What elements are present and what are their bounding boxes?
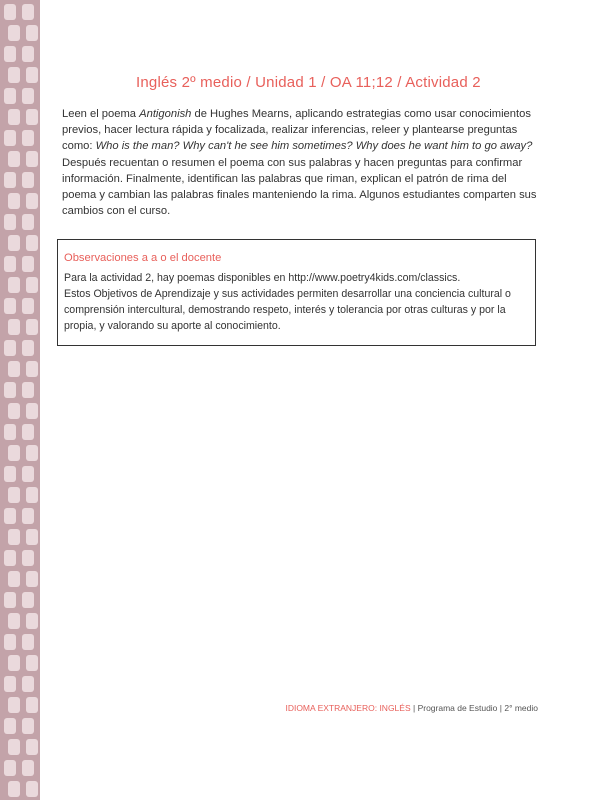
strip-cell	[4, 508, 16, 524]
strip-cell	[4, 550, 16, 566]
strip-cell	[26, 403, 38, 419]
strip-cell	[22, 592, 34, 608]
strip-cell	[8, 277, 20, 293]
strip-cell	[8, 445, 20, 461]
strip-cell	[22, 760, 34, 776]
poem-title: Antigonish	[139, 108, 192, 120]
strip-cell	[8, 25, 20, 41]
strip-cell	[26, 235, 38, 251]
guiding-questions: Who is the man? Why can't he see him sometimes? Why does he want him to go away?	[95, 140, 533, 153]
strip-cell	[26, 697, 38, 713]
strip-cell	[22, 130, 34, 146]
strip-cell	[4, 592, 16, 608]
observations-line-2: Estos Objetivos de Aprendizaje y sus actividades permiten desarrollar una conciencia cultural o comprensión intercultural, demostrando respeto, interés y tolerancia por otras culturas y por la propia, y valorando su aporte al conocimiento.	[64, 288, 511, 332]
strip-cell	[26, 319, 38, 335]
strip-cell	[4, 214, 16, 230]
strip-cell	[26, 361, 38, 377]
strip-cell	[8, 739, 20, 755]
strip-cell	[26, 781, 38, 797]
strip-cell	[4, 172, 16, 188]
footer-separator: |	[497, 703, 505, 713]
strip-cell	[4, 256, 16, 272]
strip-cell	[26, 67, 38, 83]
intro-text-3: Después recuentan o resumen el poema con sus palabras y hacen preguntas para confirmar información. Finalmente, identifican las palabras que riman, explican el patrón de rima del poema y cambian las palabras finales manteniendo la rima. Algunos estudiantes comparten sus cambios con el curso.	[62, 156, 537, 218]
strip-cell	[8, 109, 20, 125]
strip-cell	[8, 781, 20, 797]
page-footer	[285, 703, 538, 713]
strip-cell	[4, 424, 16, 440]
strip-cell	[8, 361, 20, 377]
strip-cell	[26, 193, 38, 209]
strip-cell	[22, 676, 34, 692]
strip-cell	[8, 151, 20, 167]
strip-cell	[22, 298, 34, 314]
strip-cell	[26, 529, 38, 545]
strip-cell	[4, 46, 16, 62]
strip-cell	[22, 508, 34, 524]
strip-cell	[26, 277, 38, 293]
strip-cell	[22, 214, 34, 230]
strip-cell	[26, 25, 38, 41]
strip-cell	[4, 760, 16, 776]
strip-cell	[22, 634, 34, 650]
strip-cell	[8, 697, 20, 713]
strip-cell	[8, 193, 20, 209]
strip-cell	[4, 4, 16, 20]
footer-grade: 2° medio	[504, 703, 538, 713]
page-title: Inglés 2º medio / Unidad 1 / OA 11;12 / Actividad 2	[136, 74, 481, 91]
strip-cell	[22, 424, 34, 440]
strip-cell	[8, 319, 20, 335]
strip-cell	[26, 151, 38, 167]
strip-cell	[22, 550, 34, 566]
strip-cell	[22, 718, 34, 734]
strip-cell	[4, 340, 16, 356]
strip-cell	[8, 67, 20, 83]
strip-cell	[22, 340, 34, 356]
strip-cell	[8, 655, 20, 671]
footer-subject: IDIOMA EXTRANJERO: INGLÉS	[285, 703, 411, 713]
observations-line-1: Para la actividad 2, hay poemas disponibles en http://www.poetry4kids.com/classics.	[64, 272, 461, 284]
strip-cell	[8, 235, 20, 251]
strip-cell	[26, 109, 38, 125]
strip-cell	[8, 403, 20, 419]
strip-cell	[22, 4, 34, 20]
strip-cell	[4, 676, 16, 692]
intro-text-1: Leen el poema	[62, 108, 140, 120]
strip-cell	[8, 613, 20, 629]
strip-cell	[26, 655, 38, 671]
strip-cell	[4, 298, 16, 314]
strip-cell	[26, 445, 38, 461]
strip-cell	[8, 487, 20, 503]
strip-cell	[4, 466, 16, 482]
strip-cell	[22, 172, 34, 188]
strip-cell	[4, 634, 16, 650]
strip-cell	[26, 739, 38, 755]
footer-program: Programa de Estudio	[417, 703, 498, 713]
strip-cell	[4, 130, 16, 146]
activity-description	[62, 106, 538, 219]
decorative-side-strip	[0, 0, 40, 800]
intro-text-2: de Hughes Mearns, aplicando estrategias como usar conocimientos previos, hacer lectura rápida y focalizada, realizar inferencias, releer y plantearse preguntas como:	[62, 108, 531, 153]
strip-cell	[22, 256, 34, 272]
footer-separator: |	[410, 703, 418, 713]
strip-cell	[22, 46, 34, 62]
strip-cell	[4, 382, 16, 398]
observations-title: Observaciones a a o el docente	[64, 252, 222, 264]
strip-cell	[22, 466, 34, 482]
strip-cell	[26, 487, 38, 503]
teacher-observations-box	[57, 239, 536, 346]
strip-cell	[26, 613, 38, 629]
strip-cell	[4, 718, 16, 734]
strip-cell	[8, 571, 20, 587]
strip-cell	[22, 88, 34, 104]
strip-cell	[8, 529, 20, 545]
strip-cell	[26, 571, 38, 587]
strip-cell	[22, 382, 34, 398]
strip-cell	[4, 88, 16, 104]
